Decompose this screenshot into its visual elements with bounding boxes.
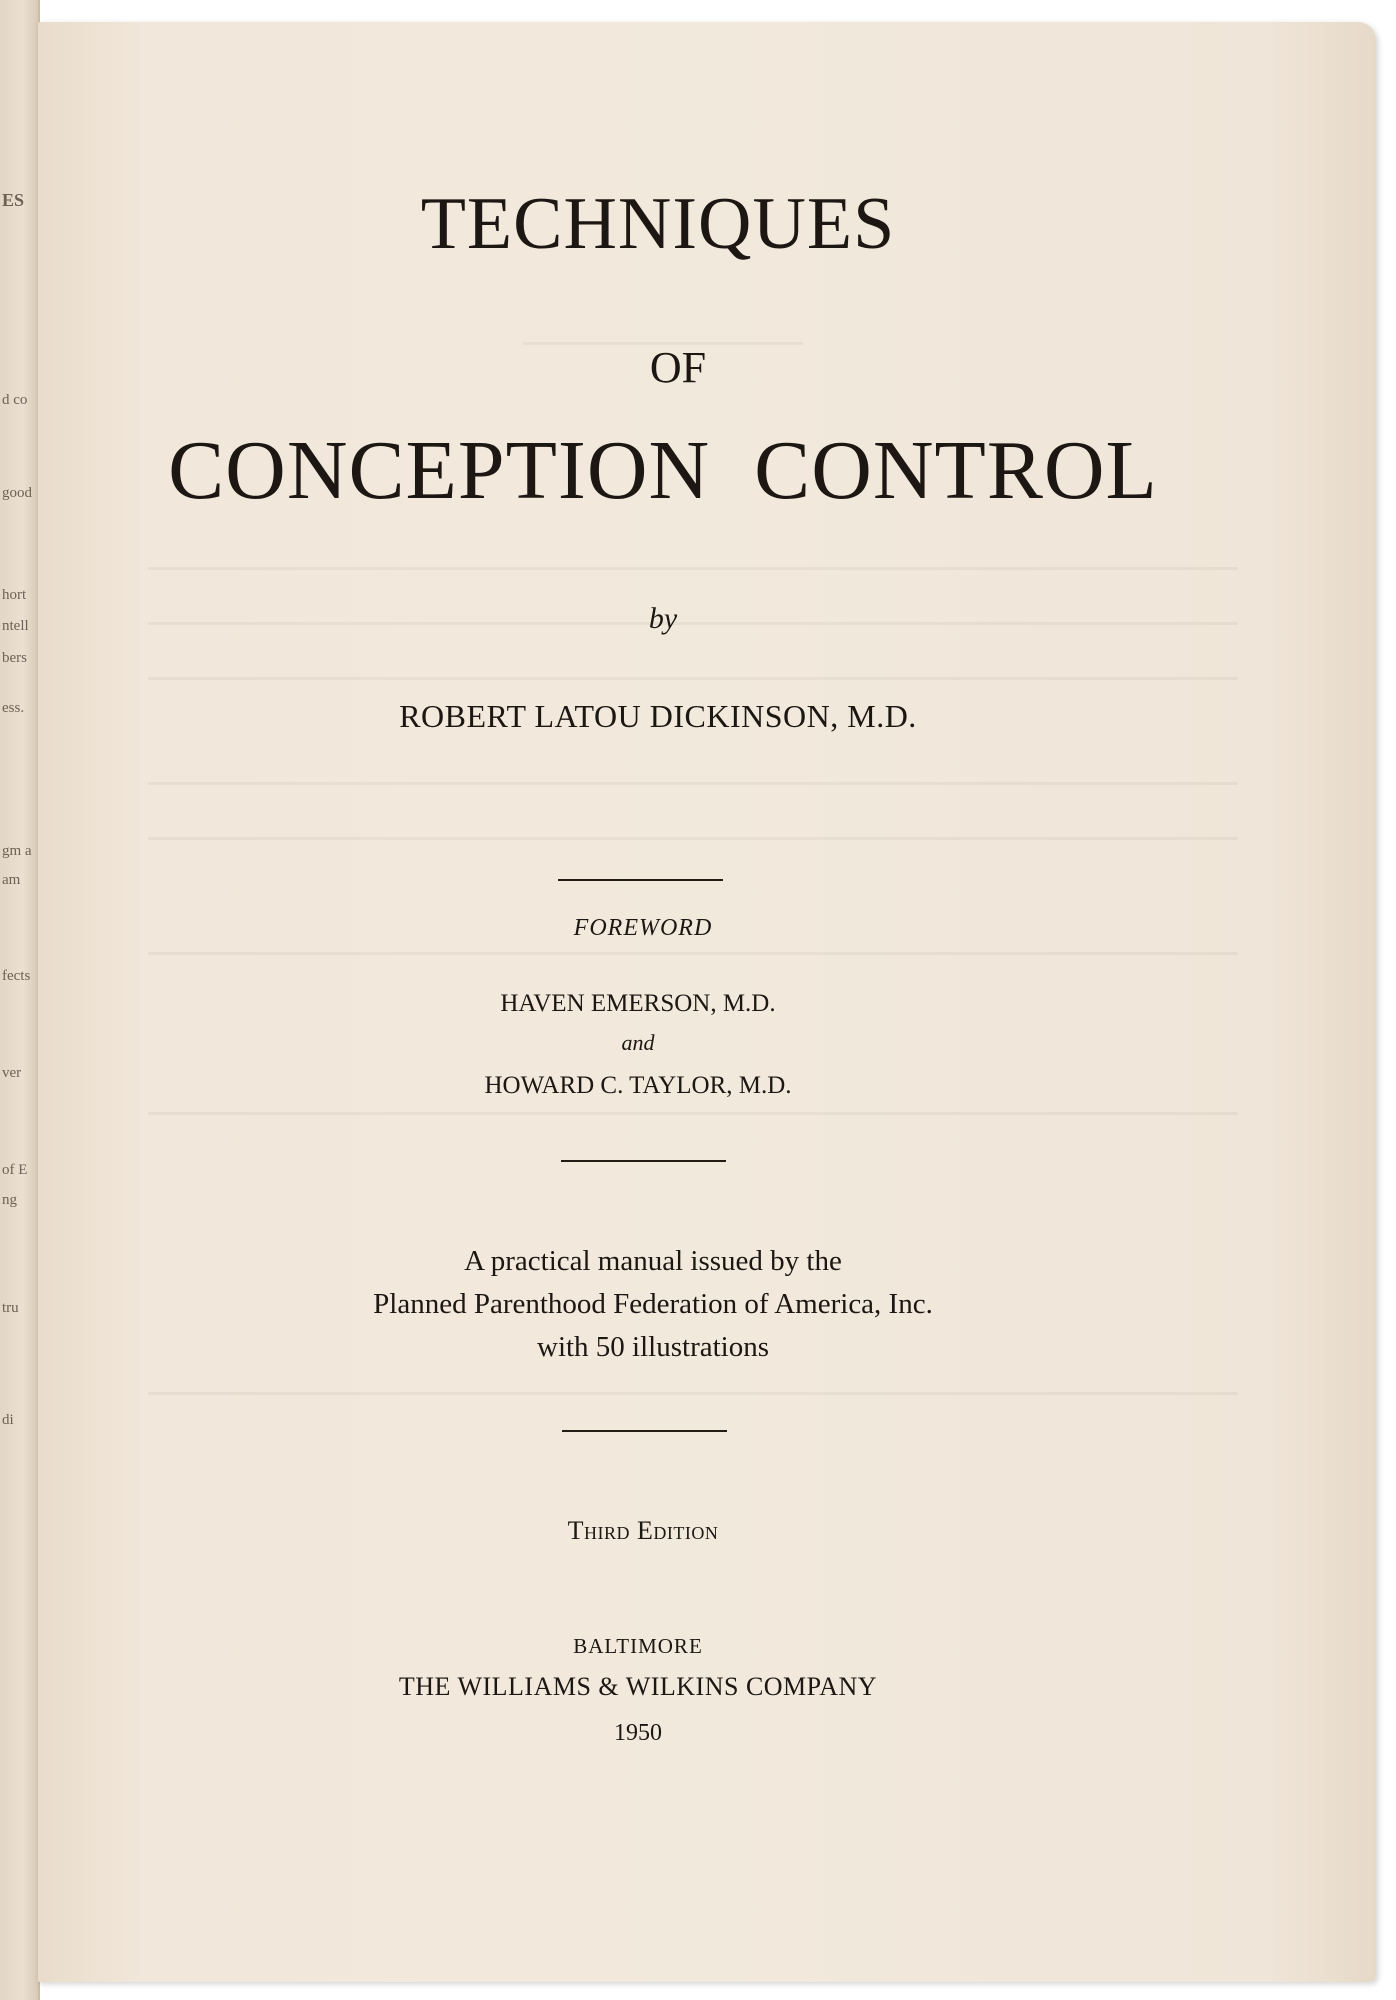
left-fragment: ver — [2, 1065, 22, 1081]
title-line-3: CONCEPTION CONTROL — [168, 424, 1158, 517]
left-fragment: bers — [2, 650, 27, 666]
title-line-2: OF — [649, 343, 707, 392]
bleed-through — [148, 677, 1238, 680]
left-fragment: ES — [2, 190, 25, 210]
left-fragment: di — [2, 1412, 14, 1428]
title-line-1: TECHNIQUES — [420, 183, 896, 265]
left-fragment: gm a — [2, 843, 32, 859]
bleed-through — [148, 1392, 1238, 1395]
description — [248, 1240, 1058, 1369]
title-page — [38, 22, 1376, 1982]
bleed-through — [148, 567, 1238, 570]
byline-by: by — [648, 602, 678, 635]
foreword-conjunction: and — [621, 1030, 655, 1055]
previous-page-edge — [0, 0, 40, 2000]
left-fragment: fects — [2, 968, 31, 984]
left-fragment: d co — [2, 392, 28, 408]
left-fragment: tru — [2, 1300, 19, 1316]
bleed-through — [148, 837, 1238, 840]
divider-rule — [558, 879, 723, 881]
foreword-author-2: HOWARD C. TAYLOR, M.D. — [484, 1072, 792, 1099]
description-line: A practical manual issued by the — [464, 1245, 842, 1277]
left-fragment: ntell — [2, 618, 29, 634]
left-fragment: hort — [2, 587, 27, 603]
imprint-year: 1950 — [614, 1720, 662, 1746]
left-fragment: good — [2, 485, 32, 501]
imprint-city: BALTIMORE — [573, 1634, 703, 1658]
bleed-through — [148, 782, 1238, 785]
bleed-through — [148, 1112, 1238, 1115]
divider-rule — [561, 1160, 726, 1162]
left-fragment: ng — [2, 1192, 17, 1208]
description-line: Planned Parenthood Federation of America, Inc. — [373, 1288, 933, 1320]
edition-label: Third Edition — [567, 1516, 719, 1545]
description-line: with 50 illustrations — [537, 1331, 769, 1363]
foreword-label: FOREWORD — [573, 915, 713, 941]
divider-rule — [562, 1430, 727, 1432]
foreword-author-1: HAVEN EMERSON, M.D. — [500, 990, 776, 1017]
left-fragment: am — [2, 872, 21, 888]
imprint-publisher: THE WILLIAMS & WILKINS COMPANY — [398, 1672, 878, 1701]
bleed-through — [148, 952, 1238, 955]
author-name: ROBERT LATOU DICKINSON, M.D. — [399, 698, 917, 734]
left-fragment: ess. — [2, 700, 25, 716]
left-fragment: of E — [2, 1162, 28, 1178]
